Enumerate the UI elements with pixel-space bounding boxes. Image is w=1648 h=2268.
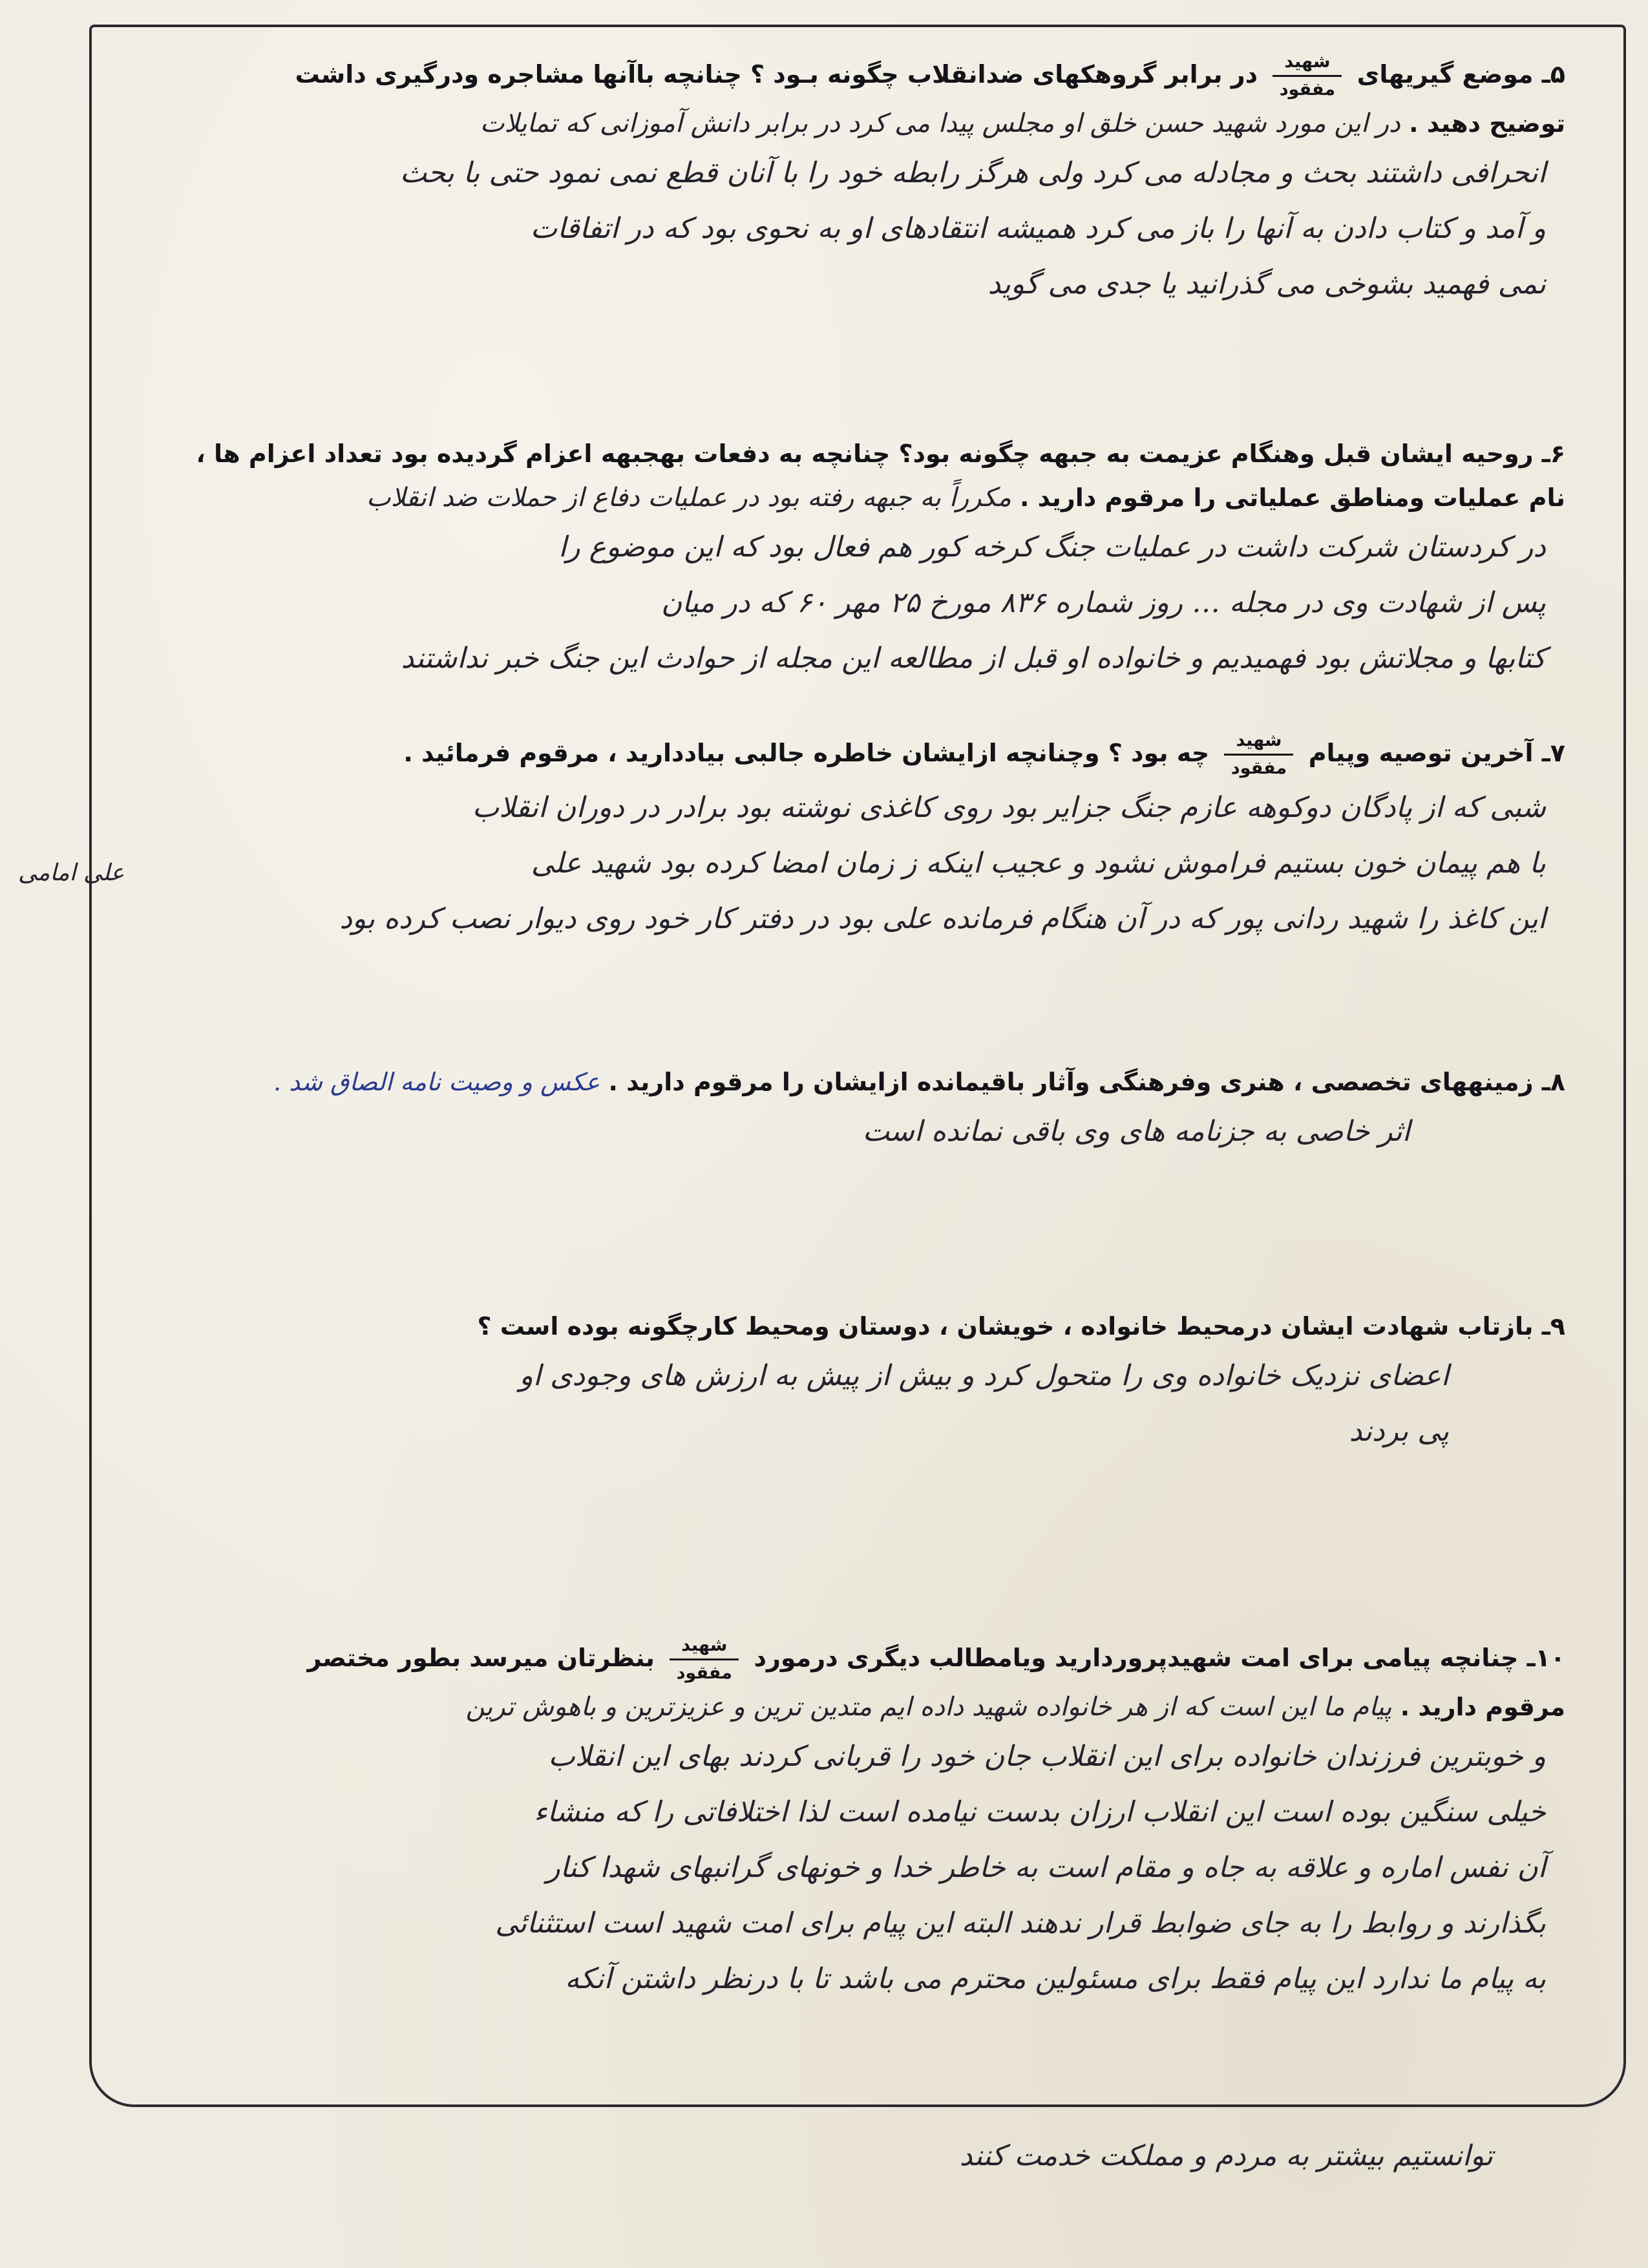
answer-line: توانستیم بیشتر به مردم و مملکت خدمت کنند	[959, 2139, 1493, 2172]
answer-line: و آمد و کتاب دادن به آنها را باز می کرد همیشه انتقادهای او به نحوی بود که در اتفاقات	[530, 212, 1546, 245]
question-7	[59, 729, 1565, 947]
answer-line: نمی فهمید بشوخی می گذرانید یا جدی می گوید	[988, 268, 1546, 301]
answer-line: کتابها و مجلاتش بود فهمیدیم و خانواده او قبل از مطالعه این مجله از حوادث این جنگ خبر نداشتند	[401, 642, 1546, 675]
question-7-answer	[59, 780, 1565, 947]
answer-line: شبی که از پادگان دوکوهه عازم جنگ جزایر بود روی کاغذی نوشته بود برادر در دوران انقلاب	[472, 791, 1546, 824]
question-5-prompt	[59, 50, 1565, 101]
question-6-prompt-line-2	[59, 476, 1565, 520]
question-8-prompt	[59, 1060, 1565, 1104]
answer-line: در کردستان شرکت داشت در عملیات جنگ کرخه کور هم فعال بود که این موضوع را	[558, 531, 1546, 564]
question-10-answer	[59, 1729, 1565, 2007]
fraction-top-martyr: شهید	[1273, 50, 1342, 77]
answer-line: به پیام ما ندارد این پیام فقط برای مسئولین محترم می باشد تا با درنظر داشتن آنکه	[565, 1962, 1546, 1995]
fraction-top-martyr: شهید	[1224, 729, 1293, 756]
martyr-missing-fraction	[1224, 729, 1293, 780]
fraction-bottom-missing: مفقود	[676, 1663, 732, 1683]
answer-line: بگذارند و روابط را به جای ضوابط قرار ندهند البته این پیام برای امت شهید است استثنائی	[495, 1907, 1546, 1940]
answer-line: پس از شهادت وی در مجله … روز شماره ۸۳۶ مورخ ۲۵ مهر ۶۰ که در میان	[660, 586, 1546, 619]
question-10-text-after: بنظرتان میرسد بطور مختصر	[307, 1644, 655, 1672]
question-5-answer-inline: در این مورد شهید حسن خلق او مجلس پیدا می کرد در برابر دانش آموزانی که تمایلات	[480, 109, 1400, 138]
question-8-line: ۸ـ زمینههای تخصصی ، هنری وفرهنگی وآثار باقیمانده ازایشان را مرقوم دارید .	[608, 1068, 1565, 1096]
question-10	[59, 1634, 1565, 2007]
fraction-bottom-missing: مفقود	[1279, 79, 1336, 100]
answer-line: پی بردند	[1349, 1415, 1449, 1448]
question-5	[59, 50, 1565, 312]
question-8	[59, 1060, 1565, 1160]
question-8-answer	[59, 1104, 1565, 1160]
question-6-line-2: نام عملیات ومناطق عملیاتی را مرقوم دارید .	[1020, 483, 1565, 512]
answer-line: آن نفس اماره و علاقه به جاه و مقام است به خاطر خدا و خونهای گرانبهای شهدا کنار	[546, 1851, 1546, 1884]
question-7-text-before: ۷ـ آخرین توصیه وپیام	[1308, 739, 1565, 767]
answer-line: این کاغذ را شهید ردانی پور که در آن هنگام فرمانده علی بود در دفتر کار خود روی دیوار نصب کرده بود	[339, 902, 1546, 935]
answer-line: و خوبترین فرزندان خانواده برای این انقلاب جان خود را قربانی کردند بهای این انقلاب	[548, 1740, 1546, 1773]
question-10-prompt-line-2	[59, 1685, 1565, 1729]
answer-line: اعضای نزدیک خانواده وی را متحول کرد و بیش از پیش به ارزش های وجودی او	[519, 1359, 1449, 1392]
question-9	[59, 1304, 1565, 1459]
martyr-missing-fraction	[1273, 50, 1342, 101]
martyr-missing-fraction	[670, 1634, 739, 1685]
question-6-answer-inline: مکرراً به جبهه رفته بود در عملیات دفاع از حملات ضد انقلاب	[366, 483, 1011, 513]
question-10-answer-inline: پیام ما این است که از هر خانواده شهید داده ایم متدین ترین و عزیزترین و باهوش ترین	[465, 1692, 1392, 1722]
question-7-text-after: چه بود ؟ وچنانچه ازایشان خاطره جالبی بیاددارید ، مرقوم فرمائید .	[403, 739, 1210, 767]
question-5-text-before: ۵ـ موضع گیریهای	[1357, 60, 1565, 89]
question-10-text-before: ۱۰ـ چنانچه پیامی برای امت شهیدپروردارید ویامطالب دیگری درمورد	[754, 1644, 1565, 1672]
question-6-prompt: ۶ـ روحیه ایشان قبل وهنگام عزیمت به جبهه چگونه بود؟ چنانچه به دفعات بهجبهه اعزام گردیده بود تعداد اعزام ها ،	[196, 440, 1565, 468]
question-10-answer-continuation	[960, 2126, 1493, 2186]
question-7-margin-note: علی امامی	[18, 860, 125, 886]
question-6	[59, 432, 1565, 686]
question-9-answer	[59, 1348, 1565, 1459]
fraction-bottom-missing: مفقود	[1231, 758, 1287, 778]
fraction-top-martyr: شهید	[670, 1634, 739, 1660]
question-5-text-after: در برابر گروهکهای ضدانقلاب چگونه بـود ؟ چنانچه باآنها مشاجره ودرگیری داشت	[295, 60, 1258, 89]
question-8-blue-note: عکس و وصیت نامه الصاق شد .	[273, 1068, 600, 1096]
question-6-answer	[59, 520, 1565, 686]
question-5-answer	[59, 145, 1565, 312]
question-9-prompt: ۹ـ بازتاب شهادت ایشان درمحیط خانواده ، خویشان ، دوستان ومحیط کارچگونه بوده است ؟	[477, 1312, 1565, 1341]
answer-line: خیلی سنگین بوده است این انقلاب ارزان بدست نیامده است لذا اختلافاتی را که منشاء	[534, 1796, 1546, 1828]
answer-line: با هم پیمان خون بستیم فراموش نشود و عجیب اینکه ز زمان امضا کرده بود شهید علی	[531, 847, 1546, 880]
question-5-prompt-line-2	[59, 101, 1565, 145]
question-10-prompt	[59, 1634, 1565, 1685]
question-10-line-2: مرقوم دارید .	[1400, 1693, 1565, 1721]
question-7-prompt	[59, 729, 1565, 780]
answer-line: اثر خاصی به جزنامه های وی باقی نمانده است	[862, 1115, 1410, 1148]
question-5-line-2: توضیح دهید .	[1409, 109, 1565, 138]
answer-line: انحرافی داشتند بحث و مجادله می کرد ولی هرگز رابطه خود را با آنان قطع نمی نمود حتی با بحث	[399, 156, 1546, 189]
